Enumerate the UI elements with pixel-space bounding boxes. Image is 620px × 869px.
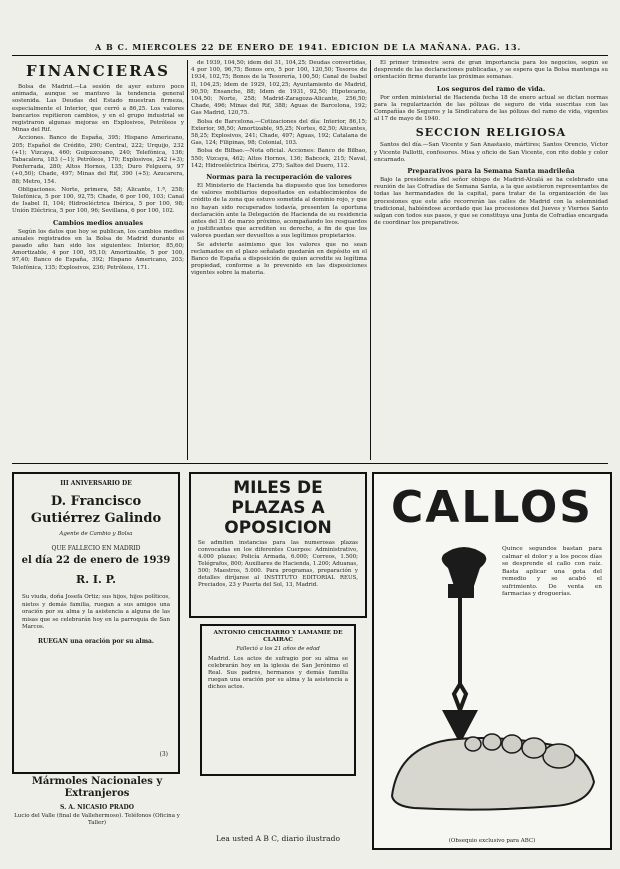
- marmoles-line1: S. A. NICASIO PRADO: [60, 804, 134, 811]
- financieras-column: [12, 60, 184, 460]
- marmoles-line2: Lucio del Valle (final de Vallehermoso). Teléfonos (Oficina y Taller): [14, 813, 180, 826]
- chicharro-name: ANTONIO CHICHARRO Y LAMAMIE DE CLAIRAC: [213, 630, 343, 643]
- obituary-footer: (3): [159, 751, 168, 758]
- header-rule: [12, 55, 608, 56]
- obituary-text: Su viuda, doña Josefa Ortiz; sus hijos, hijos políticos, nietos y demás familia, ruegan a sus amigos una oración por su alma y la asistencia a alguna de las misas que se celebrarán hoy en la parroquia de San Marcos.: [22, 594, 170, 630]
- middle-paragraph: de 1939, 104,50; idem del 31, 104,25; Deudas convertidas, 4 por 100, 96,75; Bonos oro, 5 por 100, 120,50; Tesoros de 1934, 102,75; Bonos de la Tesorería, 100,50; Canal de Isabel II, 104,25; Idem de 1929, 102,25; Ayuntamiento de Madrid, 90,50; Ensanche, 88; Idem de 1931, 92,50; Hipotecario, 104,50; Norte, 258; Madrid-Zaragoza-Alicante, 256,50; Chade, 496; Minas del Rif, 388; Aguas de Barcelona, 192; Gas Madrid, 120,75.: [191, 60, 367, 117]
- financieras-paragraph: Acciones. Banco de España, 395; Hispano Americano, 205; Español de Crédito, 290; Central, 222; Urquijo, 232 (+1); Vizcaya, 460; Guipuzcoano, 240; Telefónica, 136; Tabacalera, 183 (−1); Petróleos, 170; Explosivos, 242 (+3); Ponferrada, 280; Altos Hornos, 135; Duro Felguera, 97 (+0,50); Chade, 497; Minas del Rif, 390 (+5); Azucarera, 88; Metro, 154.: [12, 135, 184, 185]
- column-rule: [187, 60, 188, 460]
- financieras-title: FINANCIERAS: [25, 62, 171, 80]
- marmoles-ad: [12, 776, 182, 846]
- section-rule: [12, 463, 608, 464]
- callos-title: CALLOS: [391, 482, 593, 533]
- obituary-ruega: RUEGAN una oración por su alma.: [37, 637, 155, 645]
- right-paragraph: Santos del día.—San Vicente y San Anastasio, mártires; Santos Orencio, Víctor y Vicente Pallotti, confesores. Misa y oficio de San Vicente, con rito doble y color encarnado.: [374, 142, 608, 163]
- cambios-title: Cambios medios anuales: [53, 218, 143, 227]
- oposiciones-ad: [189, 472, 367, 618]
- middle-paragraph: El Ministerio de Hacienda ha dispuesto que los tenedores de valores mobiliarios depositados en establecimientos de crédito de la zona que estuvo sometida al dominio rojo, y que no hayan sido recuperados todavía, presenten la oportuna declaración ante la Delegación de Hacienda de su residencia antes del 31 de marzo próximo, acompañando los resguardos o justificantes que acrediten su derecho, a fin de que los valores puedan ser devueltos a sus legítimos propietarios.: [191, 183, 367, 240]
- obituary-box: [12, 472, 180, 774]
- middle-column: [191, 60, 367, 460]
- chicharro-body: Madrid. Los actos de sufragio por su alma se celebrarán hoy en la iglesia de San Jerónimo el Real. Sus padres, hermanos y demás familia ruegan una oración por su alma y la asistencia a dichos actos.: [208, 656, 348, 690]
- recuperacion-title: Normas para la recuperación de valores: [206, 173, 352, 182]
- financieras-paragraph: Bolsa de Madrid.—La sesión de ayer estuvo poco animada, aunque se mantuvo la tendencia general sostenida. Las Deudas del Estado muestran firmeza, especialmente el Interior, que cerró a 86,25. Los valores bancarios repitieron cambios, y en el grupo industrial se registraron algunas mejoras en Explosivos, Petróleos y Minas del Rif.: [12, 84, 184, 134]
- corn-remedy-illustration: [374, 534, 610, 824]
- right-paragraph: El primer trimestre será de gran importancia para los negocios, según se desprende de las declaraciones publicadas, y se espera que la Bolsa mantenga su orientación firme durante las próximas semanas.: [374, 60, 608, 81]
- financieras-paragraph: Obligaciones. Norte, primera, 58; Alicante, 1.ª, 258; Telefónica, 5 por 100, 92,75; Chade, 6 por 100, 103; Canal de Isabel II, 104; Hidroeléctrica Ibérica, 5 por 100, 98; Unión Eléctrica, 5 por 100, 96; Sevillana, 6 por 100, 102.: [12, 186, 184, 215]
- obituary-date: el día 22 de enero de 1939: [21, 555, 171, 566]
- page-header: A B C. MIERCOLES 22 DE ENERO DE 1941. EDICION DE LA MAÑANA. PAG. 13.: [95, 42, 522, 52]
- obituary-role: Agente de Cambio y Bolsa: [59, 531, 133, 537]
- middle-paragraph: Se advierte asimismo que los valores que no sean reclamados en el plazo señalado quedarán en depósito en el Banco de España a disposición de quien acredite su legítima propiedad, conforme a lo prevenido en las disposiciones vigentes sobre la materia.: [191, 241, 367, 277]
- right-paragraph: Por orden ministerial de Hacienda fecha 18 de enero actual se dictan normas para la regularización de las pólizas de seguro de vida suscritas con las Compañías de Seguros y la Sindicatura de las pólizas del ramo de vida, vigentes al 17 de mayo de 1940.: [374, 94, 608, 123]
- marmoles-title: Mármoles Nacionales y Extranjeros: [31, 776, 163, 799]
- obituary-line1: QUE FALLECIO EN MADRID: [51, 545, 141, 552]
- callos-caption: (Obsequio exclusivo para ABC): [448, 838, 536, 844]
- lea-abc-line: Lea usted A B C, diario ilustrado: [216, 834, 340, 843]
- chicharro-sub: Falleció a los 21 años de edad: [236, 646, 320, 652]
- financieras-paragraph: Según los datos que hoy se publican, los cambios medios anuales registrados en la Bolsa de Madrid durante el pasado año han sido los siguientes: Interior, 85,60; Amortizable, 4 por 100, 95,10; Amortizable, 5 por 100, 97,40; Banco de España, 392; Hispano Americano, 203; Telefónica, 135; Explosivos, 236; Petróleos, 171.: [12, 228, 184, 271]
- obituary-name: D. Francisco Gutiérrez Galindo: [30, 494, 162, 526]
- semana-santa-title: Preparativos para la Semana Santa madrileña: [407, 167, 575, 176]
- middle-paragraph: Bolsa de Bilbao.—Nota oficial. Acciones: Banco de Bilbao, 550; Vizcaya, 462; Altos Hornos, 136; Babcock, 215; Naval, 142; Hidroeléctrica Ibérica, 275; Saltos del Duero, 112.: [191, 148, 367, 169]
- oposiciones-title: MILES DE PLAZAS A OPOSICION: [224, 478, 332, 538]
- obituary-anniversary: III ANIVERSARIO DE: [60, 480, 132, 487]
- callos-ad: [372, 472, 612, 850]
- right-column: [374, 60, 608, 460]
- middle-paragraph: Bolsa de Barcelona.—Cotizaciones del día: Interior, 86,15; Exterior, 98,50; Amortizable, 95,25; Nortes, 62,50; Alicantes, 58,25; Explosivos, 241; Chade, 497; Aguas, 192; Catalana de Gas, 124; Filipinas, 98; Colonial, 103.: [191, 118, 367, 147]
- seguros-title: Los seguros del ramo de vida.: [436, 84, 546, 93]
- obituary-rip: R. I. P.: [76, 573, 116, 586]
- oposiciones-body: Se admiten instancias para las numerosas plazas convocadas en los diferentes Cuerpos: Administrativo, 4.000 plazas; Policía Armada, 6.000; Correos, 1.500; Telégrafos, 800; Auxiliares de Hacienda, 1.200; Aduanas, 500; Maestros, 5.000. Para programas, preparación y detalles diríjanse al INSTITUTO EDITORIAL REUS, Preciados, 23 y Puerta del Sol, 13, Madrid.: [198, 540, 358, 588]
- column-rule: [370, 60, 371, 460]
- seccion-religiosa-title: SECCION RELIGIOSA: [415, 126, 567, 140]
- right-paragraph: Bajo la presidencia del señor obispo de Madrid-Alcalá se ha celebrado una reunión de las Cofradías de Semana Santa, a la que asistieron representantes de todas las hermandades de la capital, para tratar de la organización de las procesiones que este año recorrerán las calles de Madrid con la solemnidad tradicional, habiéndose acordado que las procesiones del Jueves y Viernes Santo salgan con todos sus pasos, y que se constituya una Junta de Cofradías encargada de coordinar los preparativos.: [374, 177, 608, 227]
- callos-body: Quince segundos bastan para calmar el dolor y a los pocos días se desprende el callo con raíz. Basta aplicar una gota del remedio y se acabó el sufrimiento. De venta en farmacias y droguerías.: [502, 546, 602, 597]
- chicharro-obituary: [200, 624, 356, 776]
